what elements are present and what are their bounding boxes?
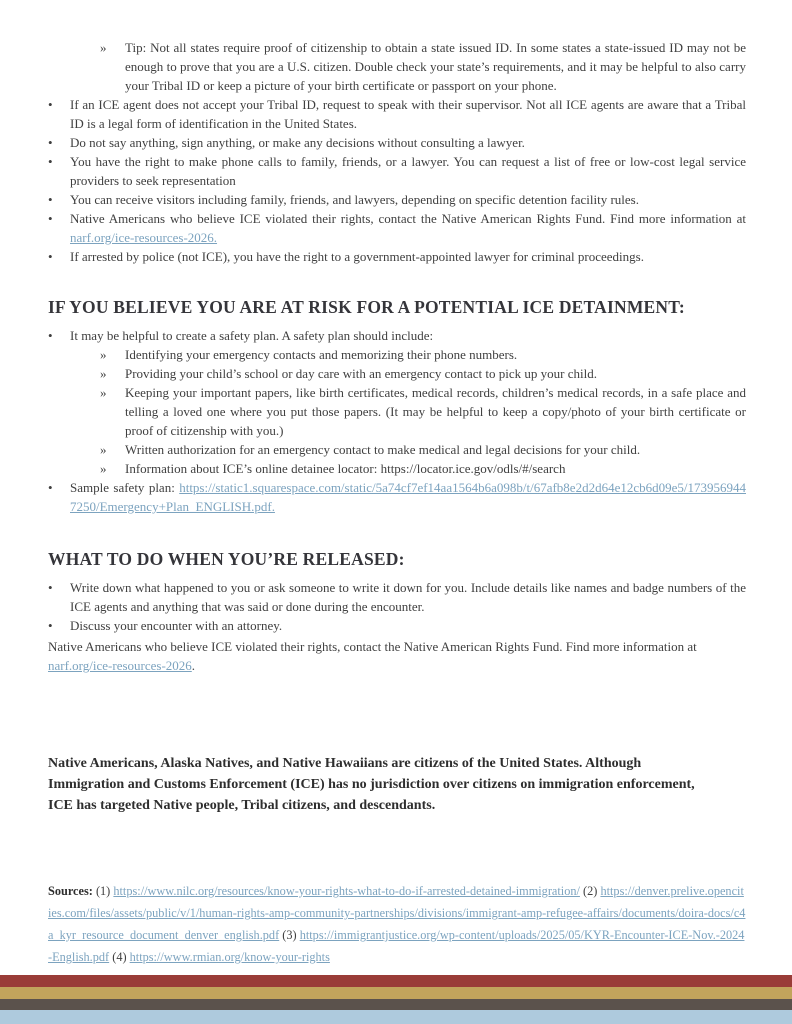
list-item-do-not-sign <box>48 133 746 152</box>
bullet-marker: • <box>48 211 53 226</box>
list-item-text-pre: Sample safety plan: <box>70 480 180 495</box>
bullet-marker: • <box>48 480 53 495</box>
list-item-arrested-by-police <box>48 247 746 266</box>
bullet-marker: • <box>48 249 53 264</box>
sub-bullet-marker: » <box>100 366 107 381</box>
bullet-marker: • <box>48 580 53 595</box>
list-item-text: If an ICE agent does not accept your Tribal ID, request to speak with their supervisor. Not all ICE agents are aware that a Tribal ID is a legal form of identification in the United States. <box>70 97 746 131</box>
stripe-red <box>0 975 792 987</box>
sub-item-important-papers <box>100 383 746 440</box>
sub-item-text: Keeping your important papers, like birth certificates, medical records, children’s medical records, in a safe place and telling a loved one where you put those papers. (It may be helpful to keep a copy/photo of your birth certificate or proof of citizenship with you.) <box>125 385 746 438</box>
bullet-marker: • <box>48 618 53 633</box>
sources-label: Sources: <box>48 884 93 898</box>
footer-stripes <box>0 975 792 1024</box>
list-item-text: If arrested by police (not ICE), you have the right to a government-appointed lawyer for criminal proceedings. <box>70 249 644 264</box>
stripe-gold <box>0 987 792 999</box>
stripe-blue <box>0 1010 792 1024</box>
narf-resources-link-2[interactable]: narf.org/ice-resources-2026 <box>48 658 192 673</box>
bullet-marker: • <box>48 328 53 343</box>
source-number-3: (3) <box>282 928 297 942</box>
sub-bullet-marker: » <box>100 347 107 362</box>
list-item-text <box>70 478 746 516</box>
narf-footer-post: . <box>191 658 196 673</box>
bullet-marker: • <box>48 135 53 150</box>
bullet-marker: • <box>48 192 53 207</box>
sub-bullet-marker: » <box>100 461 107 476</box>
list-item-visitors <box>48 190 746 209</box>
list-item-text: You have the right to make phone calls to family, friends, or a lawyer. You can request a list of free or low-cost legal service providers to seek representation <box>70 154 746 188</box>
source-link-2[interactable]: https://denver.prelive.opencities.com/files/assets/public/v/1/human-rights-amp-community-partnerships/divisions/immigrant-amp-refugee-affairs/documents/doira-docs/c4a_kyr_resource_document_denver_english.pdf <box>48 884 746 942</box>
bullet-marker: • <box>48 97 53 112</box>
source-number-4: (4) <box>112 950 127 964</box>
sub-item-detainee-locator <box>100 459 746 478</box>
list-item-text: Discuss your encounter with an attorney. <box>70 618 283 633</box>
source-number-2: (2) <box>583 884 598 898</box>
stripe-brown <box>0 999 792 1010</box>
sources <box>48 880 746 968</box>
list-item-safety-plan-intro <box>48 326 746 345</box>
sub-item-text: Providing your child’s school or day care with an emergency contact to pick up your child. <box>125 366 597 381</box>
narf-footer-pre: Native Americans who believe ICE violated their rights, contact the Native American Rights Fund. Find more information at <box>48 639 697 654</box>
tip-text: Tip: Not all states require proof of citizenship to obtain a state issued ID. In some states a state-issued ID may not be enough to prove that you are a U.S. citizen. Double check your state’s requirements, and it may be helpful to also carry your Tribal ID or keep a picture of your birth certificate or passport on your phone. <box>125 40 746 93</box>
source-link-1[interactable]: https://www.nilc.org/resources/know-your-rights-what-to-do-if-arrested-detained-immigration/ <box>113 884 580 898</box>
citizenship-statement: Native Americans, Alaska Natives, and Native Hawaiians are citizens of the United States. Although Immigration and Customs Enforcement (ICE) has no jurisdiction over citizens on immigration enforcement, ICE has targeted Native people, Tribal citizens, and descendants. <box>48 756 695 813</box>
tip-item <box>100 38 746 95</box>
narf-resources-link[interactable]: narf.org/ice-resources-2026. <box>70 230 218 245</box>
sub-item-text: Written authorization for an emergency contact to make medical and legal decisions for your child. <box>125 442 641 457</box>
list-item-discuss-attorney <box>48 616 746 635</box>
source-link-4[interactable]: https://www.rmian.org/know-your-rights <box>129 950 330 964</box>
list-item-narf-contact <box>48 209 746 247</box>
sub-item-emergency-contacts <box>100 345 746 364</box>
list-item-phone-calls <box>48 152 746 190</box>
list-item-text: You can receive visitors including family, friends, and lawyers, depending on specific detention facility rules. <box>70 192 639 207</box>
section-heading-released: WHAT TO DO WHEN YOU’RE RELEASED: <box>48 549 405 569</box>
source-number-1: (1) <box>95 884 111 898</box>
narf-footer-paragraph <box>48 637 746 675</box>
list-item-tribal-id-supervisor <box>48 95 746 133</box>
list-item-text <box>70 209 746 247</box>
list-item-text-pre: Native Americans who believe ICE violated their rights, contact the Native American Rights Fund. Find more information at <box>70 211 746 226</box>
sub-item-school-contact <box>100 364 746 383</box>
list-item-text: Do not say anything, sign anything, or make any decisions without consulting a lawyer. <box>70 135 525 150</box>
list-item-text: Write down what happened to you or ask someone to write it down for you. Include details like names and badge numbers of the ICE agents and anything that was said or done during the encounter. <box>70 580 746 614</box>
sub-item-written-authorization <box>100 440 746 459</box>
sub-bullet-marker: » <box>100 385 107 400</box>
list-item-write-down <box>48 578 746 616</box>
sub-item-text: Information about ICE’s online detainee locator: https://locator.ice.gov/odls/#/search <box>125 461 566 476</box>
sub-item-text: Identifying your emergency contacts and memorizing their phone numbers. <box>125 347 518 362</box>
list-item-text: It may be helpful to create a safety plan. A safety plan should include: <box>70 328 434 343</box>
source-link-3[interactable]: https://immigrantjustice.org/wp-content/uploads/2025/05/KYR-Encounter-ICE-Nov.-2024-English.pdf <box>48 928 745 964</box>
section-heading-risk: IF YOU BELIEVE YOU ARE AT RISK FOR A POTENTIAL ICE DETAINMENT: <box>48 297 685 317</box>
sub-bullet-marker: » <box>100 40 107 55</box>
bullet-marker: • <box>48 154 53 169</box>
sample-safety-plan-link[interactable]: https://static1.squarespace.com/static/5a74cf7ef14aa1564b6a098b/t/67afb8e2d2d64e12cb6d09e5/1739569447250/Emergency+Plan_ENGLISH.pdf. <box>70 480 746 514</box>
list-item-sample-safety-plan <box>48 478 746 516</box>
sub-bullet-marker: » <box>100 442 107 457</box>
